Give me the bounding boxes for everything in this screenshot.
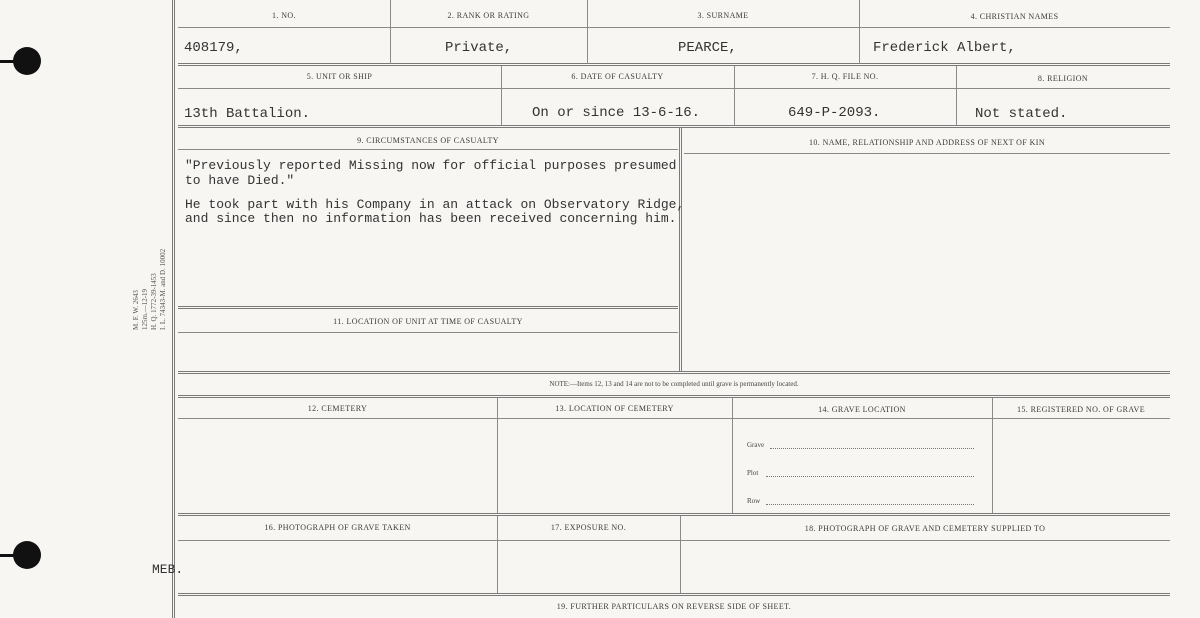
christian-names-value: Frederick Albert,	[873, 40, 1016, 56]
punch-hole-bottom-mark	[0, 554, 14, 557]
registered-no-label: 15. REGISTERED NO. OF GRAVE	[1017, 405, 1145, 414]
grave-field-label: Grave	[747, 441, 765, 449]
rank-label: 2. RANK OR RATING	[447, 11, 530, 20]
location-of-unit-label: 11. LOCATION OF UNIT AT TIME OF CASUALTY	[333, 317, 523, 326]
religion-label: 8. RELIGION	[1037, 74, 1089, 83]
christian-names-label: 4. CHRISTIAN NAMES	[970, 12, 1059, 21]
grave-location-label: 14. GRAVE LOCATION	[818, 405, 906, 414]
religion-value: Not stated.	[975, 106, 1068, 122]
plot-field-line	[766, 476, 974, 477]
surname-value: PEARCE,	[678, 40, 737, 56]
circumstances-line-3: He took part with his Company in an attack on Observatory Ridge,	[185, 197, 685, 212]
punch-hole-top-mark	[0, 60, 14, 63]
grave-field-line	[770, 448, 974, 449]
photo-taken-label: 16. PHOTOGRAPH OF GRAVE TAKEN	[264, 523, 411, 532]
surname-label: 3. SURNAME	[697, 11, 749, 20]
circumstances-label: 9. CIRCUMSTANCES OF CASUALTY	[357, 136, 499, 145]
location-of-cemetery-label: 13. LOCATION OF CEMETERY	[555, 404, 674, 413]
form-code-2: 125m.—12-19	[141, 288, 149, 330]
form-code-1: M. F. W. 2643	[132, 290, 140, 330]
cemetery-label: 12. CEMETERY	[307, 404, 368, 413]
hq-file-value: 649-P-2093.	[788, 105, 881, 121]
unit-value: 13th Battalion.	[184, 106, 311, 122]
circumstances-line-1: "Previously reported Missing now for official purposes presumed	[185, 158, 677, 173]
circumstances-line-2: to have Died."	[185, 173, 295, 188]
rank-value: Private,	[445, 40, 513, 56]
left-margin-rule	[172, 0, 175, 618]
row-field-label: Row	[747, 497, 761, 505]
plot-field-label: Plot	[747, 469, 759, 477]
hq-file-label: 7. H. Q. FILE NO.	[811, 72, 879, 81]
no-label: 1. NO.	[272, 11, 296, 20]
circumstances-line-4: and since then no information has been received concerning him.	[185, 211, 677, 226]
date-value: On or since 13-6-16.	[532, 105, 701, 121]
initials: MEB.	[152, 562, 184, 577]
date-label: 6. DATE OF CASUALTY	[571, 72, 664, 81]
further-particulars-label: 19. FURTHER PARTICULARS ON REVERSE SIDE OF SHEET.	[556, 602, 792, 611]
photo-supplied-label: 18. PHOTOGRAPH OF GRAVE AND CEMETERY SUPPLIED TO	[804, 524, 1046, 533]
form-code-4: I. L. 74343-M. and D. 10002	[159, 248, 167, 330]
unit-label: 5. UNIT OR SHIP	[306, 72, 373, 81]
row-field-line	[766, 504, 974, 505]
form-code-3: H. Q. 1772-39-1453	[150, 273, 158, 330]
next-of-kin-label: 10. NAME, RELATIONSHIP AND ADDRESS OF NEXT OF KIN	[808, 138, 1046, 147]
note-text: NOTE:—Items 12, 13 and 14 are not to be completed until grave is permanently located.	[549, 380, 799, 388]
no-value: 408179,	[184, 40, 243, 56]
punch-hole-bottom	[13, 541, 41, 569]
exposure-no-label: 17. EXPOSURE NO.	[550, 523, 627, 532]
punch-hole-top	[13, 47, 41, 75]
